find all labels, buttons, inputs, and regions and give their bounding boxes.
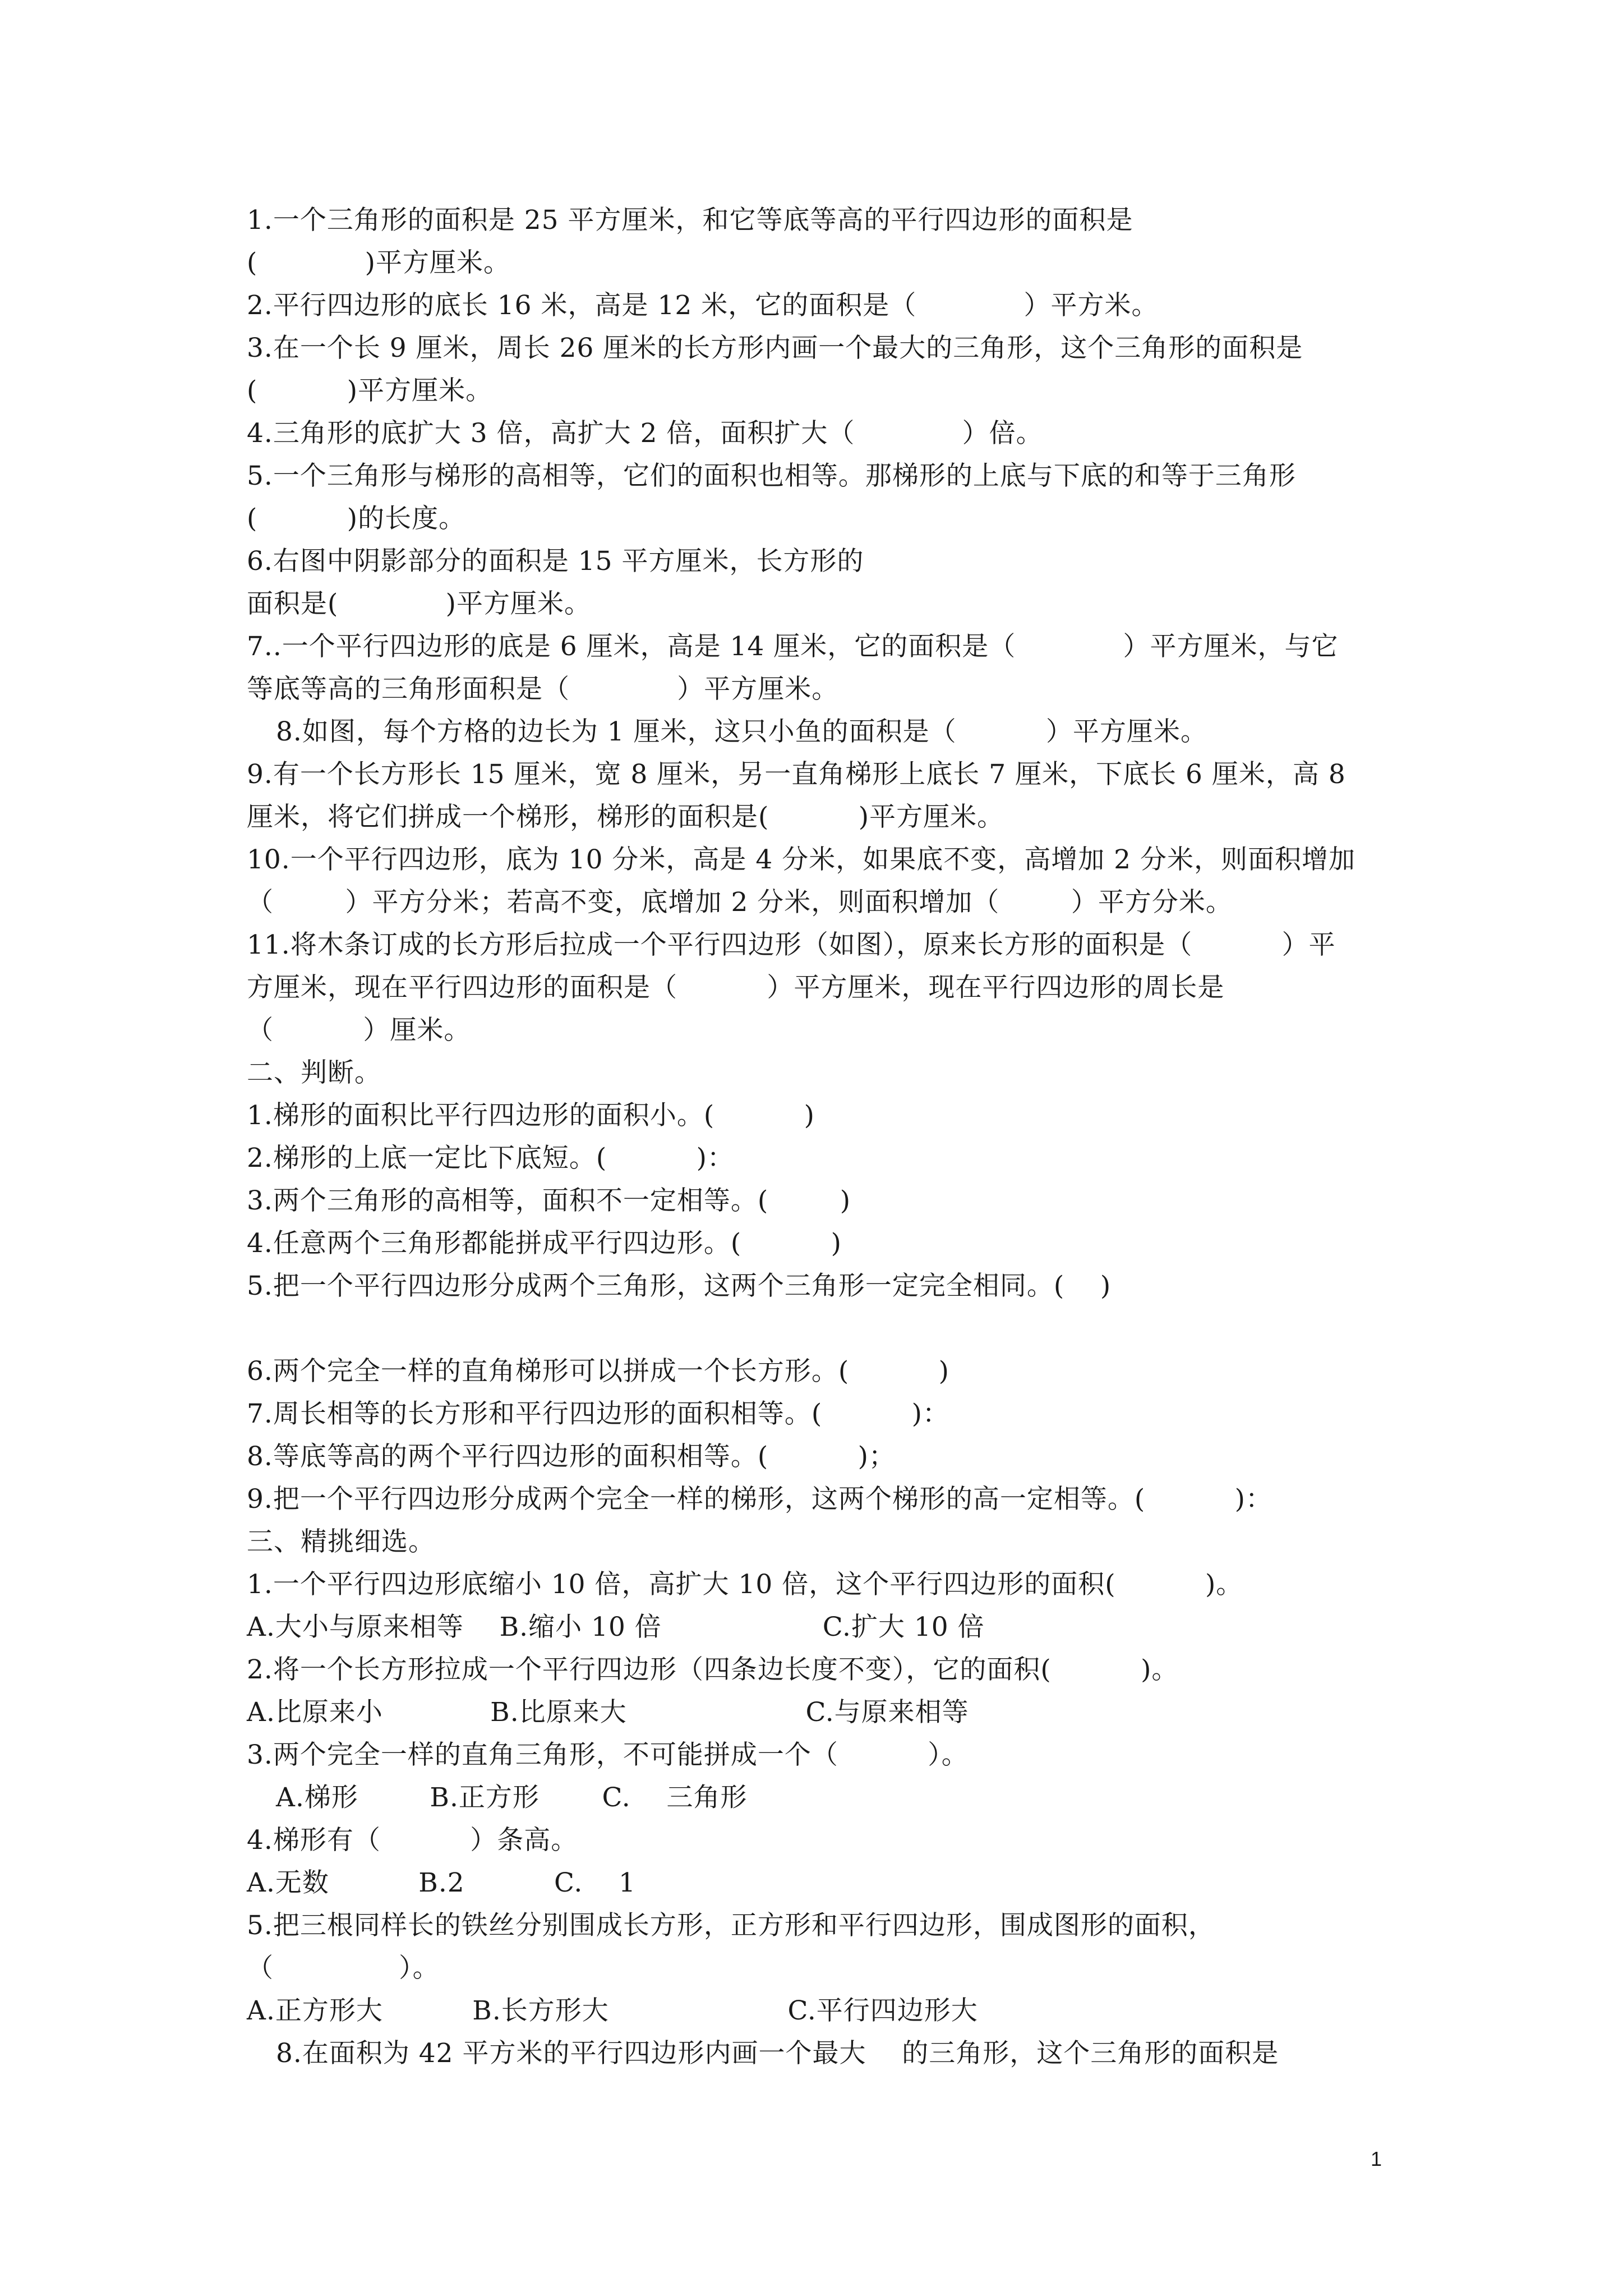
question-text: 7..一个平行四边形的底是 6 厘米，高是 14 厘米，它的面积是（ ）平方厘米，与它 bbox=[247, 631, 1339, 662]
question-text: 8.在面积为 42 平方米的平行四边形内画一个最大 的三角形，这个三角形的面积是 bbox=[276, 2038, 1279, 2069]
question-text: 3.两个三角形的高相等，面积不一定相等。( ) bbox=[247, 1185, 851, 1216]
question-text: 8.等底等高的两个平行四边形的面积相等。( )； bbox=[247, 1441, 896, 1472]
answer-options: A.无数 B.2 C. 1 bbox=[247, 1867, 636, 1898]
question-text: 5.把一个平行四边形分成两个三角形，这两个三角形一定完全相同。( ) bbox=[247, 1271, 1112, 1301]
section-heading-choose: 三、精挑细选。 bbox=[247, 1526, 435, 1557]
question-text: 7.周长相等的长方形和平行四边形的面积相等。( )： bbox=[247, 1398, 949, 1429]
question-text: 等底等高的三角形面积是（ ）平方厘米。 bbox=[247, 674, 839, 705]
question-text: 4.任意两个三角形都能拼成平行四边形。( ) bbox=[247, 1228, 842, 1259]
question-text: 6.右图中阴影部分的面积是 15 平方厘米，长方形的 bbox=[247, 546, 864, 577]
blank-gap bbox=[247, 1308, 1391, 1350]
question-text: 4.梯形有（ ）条高。 bbox=[247, 1825, 578, 1856]
question-text: （ ）。 bbox=[247, 1953, 440, 1984]
question-text: 1.梯形的面积比平行四边形的面积小。( ) bbox=[247, 1100, 815, 1131]
page-number: 1 bbox=[1371, 2147, 1382, 2170]
question-text: ( )的长度。 bbox=[247, 503, 466, 534]
question-text: ( )平方厘米。 bbox=[247, 375, 493, 406]
question-text: 3.两个完全一样的直角三角形，不可能拼成一个（ ）。 bbox=[247, 1740, 969, 1770]
answer-options: A.大小与原来相等 B.缩小 10 倍 C.扩大 10 倍 bbox=[247, 1612, 985, 1642]
question-text: 2.平行四边形的底长 16 米，高是 12 米，它的面积是（ ）平方米。 bbox=[247, 290, 1159, 321]
question-text: 面积是( )平方厘米。 bbox=[247, 588, 591, 619]
question-text: 5.把三根同样长的铁丝分别围成长方形，正方形和平行四边形，围成图形的面积， bbox=[247, 1910, 1215, 1941]
question-text: 1.一个三角形的面积是 25 平方厘米，和它等底等高的平行四边形的面积是 bbox=[247, 205, 1133, 236]
question-text: 10.一个平行四边形，底为 10 分米，高是 4 分米，如果底不变，高增加 2 分米，则面积增加 bbox=[247, 844, 1355, 875]
question-text: 5.一个三角形与梯形的高相等，它们的面积也相等。那梯形的上底与下底的和等于三角形 bbox=[247, 461, 1296, 491]
question-text: 9.把一个平行四边形分成两个完全一样的梯形，这两个梯形的高一定相等。( )： bbox=[247, 1484, 1272, 1515]
question-text: ( )平方厘米。 bbox=[247, 247, 510, 278]
question-text: 4.三角形的底扩大 3 倍，高扩大 2 倍，面积扩大（ ）倍。 bbox=[247, 418, 1043, 449]
question-text: 6.两个完全一样的直角梯形可以拼成一个长方形。( ) bbox=[247, 1356, 949, 1387]
answer-options: A.梯形 B.正方形 C. 三角形 bbox=[276, 1782, 748, 1813]
question-text: 方厘米，现在平行四边形的面积是（ ）平方厘米，现在平行四边形的周长是 bbox=[247, 972, 1225, 1003]
question-text: 1.一个平行四边形底缩小 10 倍，高扩大 10 倍，这个平行四边形的面积( )。 bbox=[247, 1569, 1243, 1600]
question-text: 8.如图，每个方格的边长为 1 厘米，这只小鱼的面积是（ ）平方厘米。 bbox=[276, 716, 1208, 747]
question-text: 11.将木条订成的长方形后拉成一个平行四边形（如图），原来长方形的面积是（ ）平 bbox=[247, 930, 1336, 960]
question-text: 2.梯形的上底一定比下底短。( )： bbox=[247, 1143, 734, 1174]
question-text: 2.将一个长方形拉成一个平行四边形（四条边长度不变），它的面积( )。 bbox=[247, 1654, 1179, 1685]
question-text: 3.在一个长 9 厘米，周长 26 厘米的长方形内画一个最大的三角形，这个三角形的面积是 bbox=[247, 333, 1303, 364]
question-text: （ ）厘米。 bbox=[247, 1015, 471, 1046]
question-text: 厘米，将它们拼成一个梯形，梯形的面积是( )平方厘米。 bbox=[247, 802, 1004, 832]
worksheet-content bbox=[247, 199, 1391, 2075]
answer-options: A.比原来小 B.比原来大 C.与原来相等 bbox=[247, 1697, 969, 1728]
section-heading-judge: 二、判断。 bbox=[247, 1057, 381, 1088]
question-text: 9.有一个长方形长 15 厘米，宽 8 厘米，另一直角梯形上底长 7 厘米，下底长 6 厘米，高 8 bbox=[247, 759, 1346, 790]
question-text: （ ）平方分米；若高不变，底增加 2 分米，则面积增加（ ）平方分米。 bbox=[247, 887, 1233, 918]
answer-options: A.正方形大 B.长方形大 C.平行四边形大 bbox=[247, 1995, 978, 2026]
